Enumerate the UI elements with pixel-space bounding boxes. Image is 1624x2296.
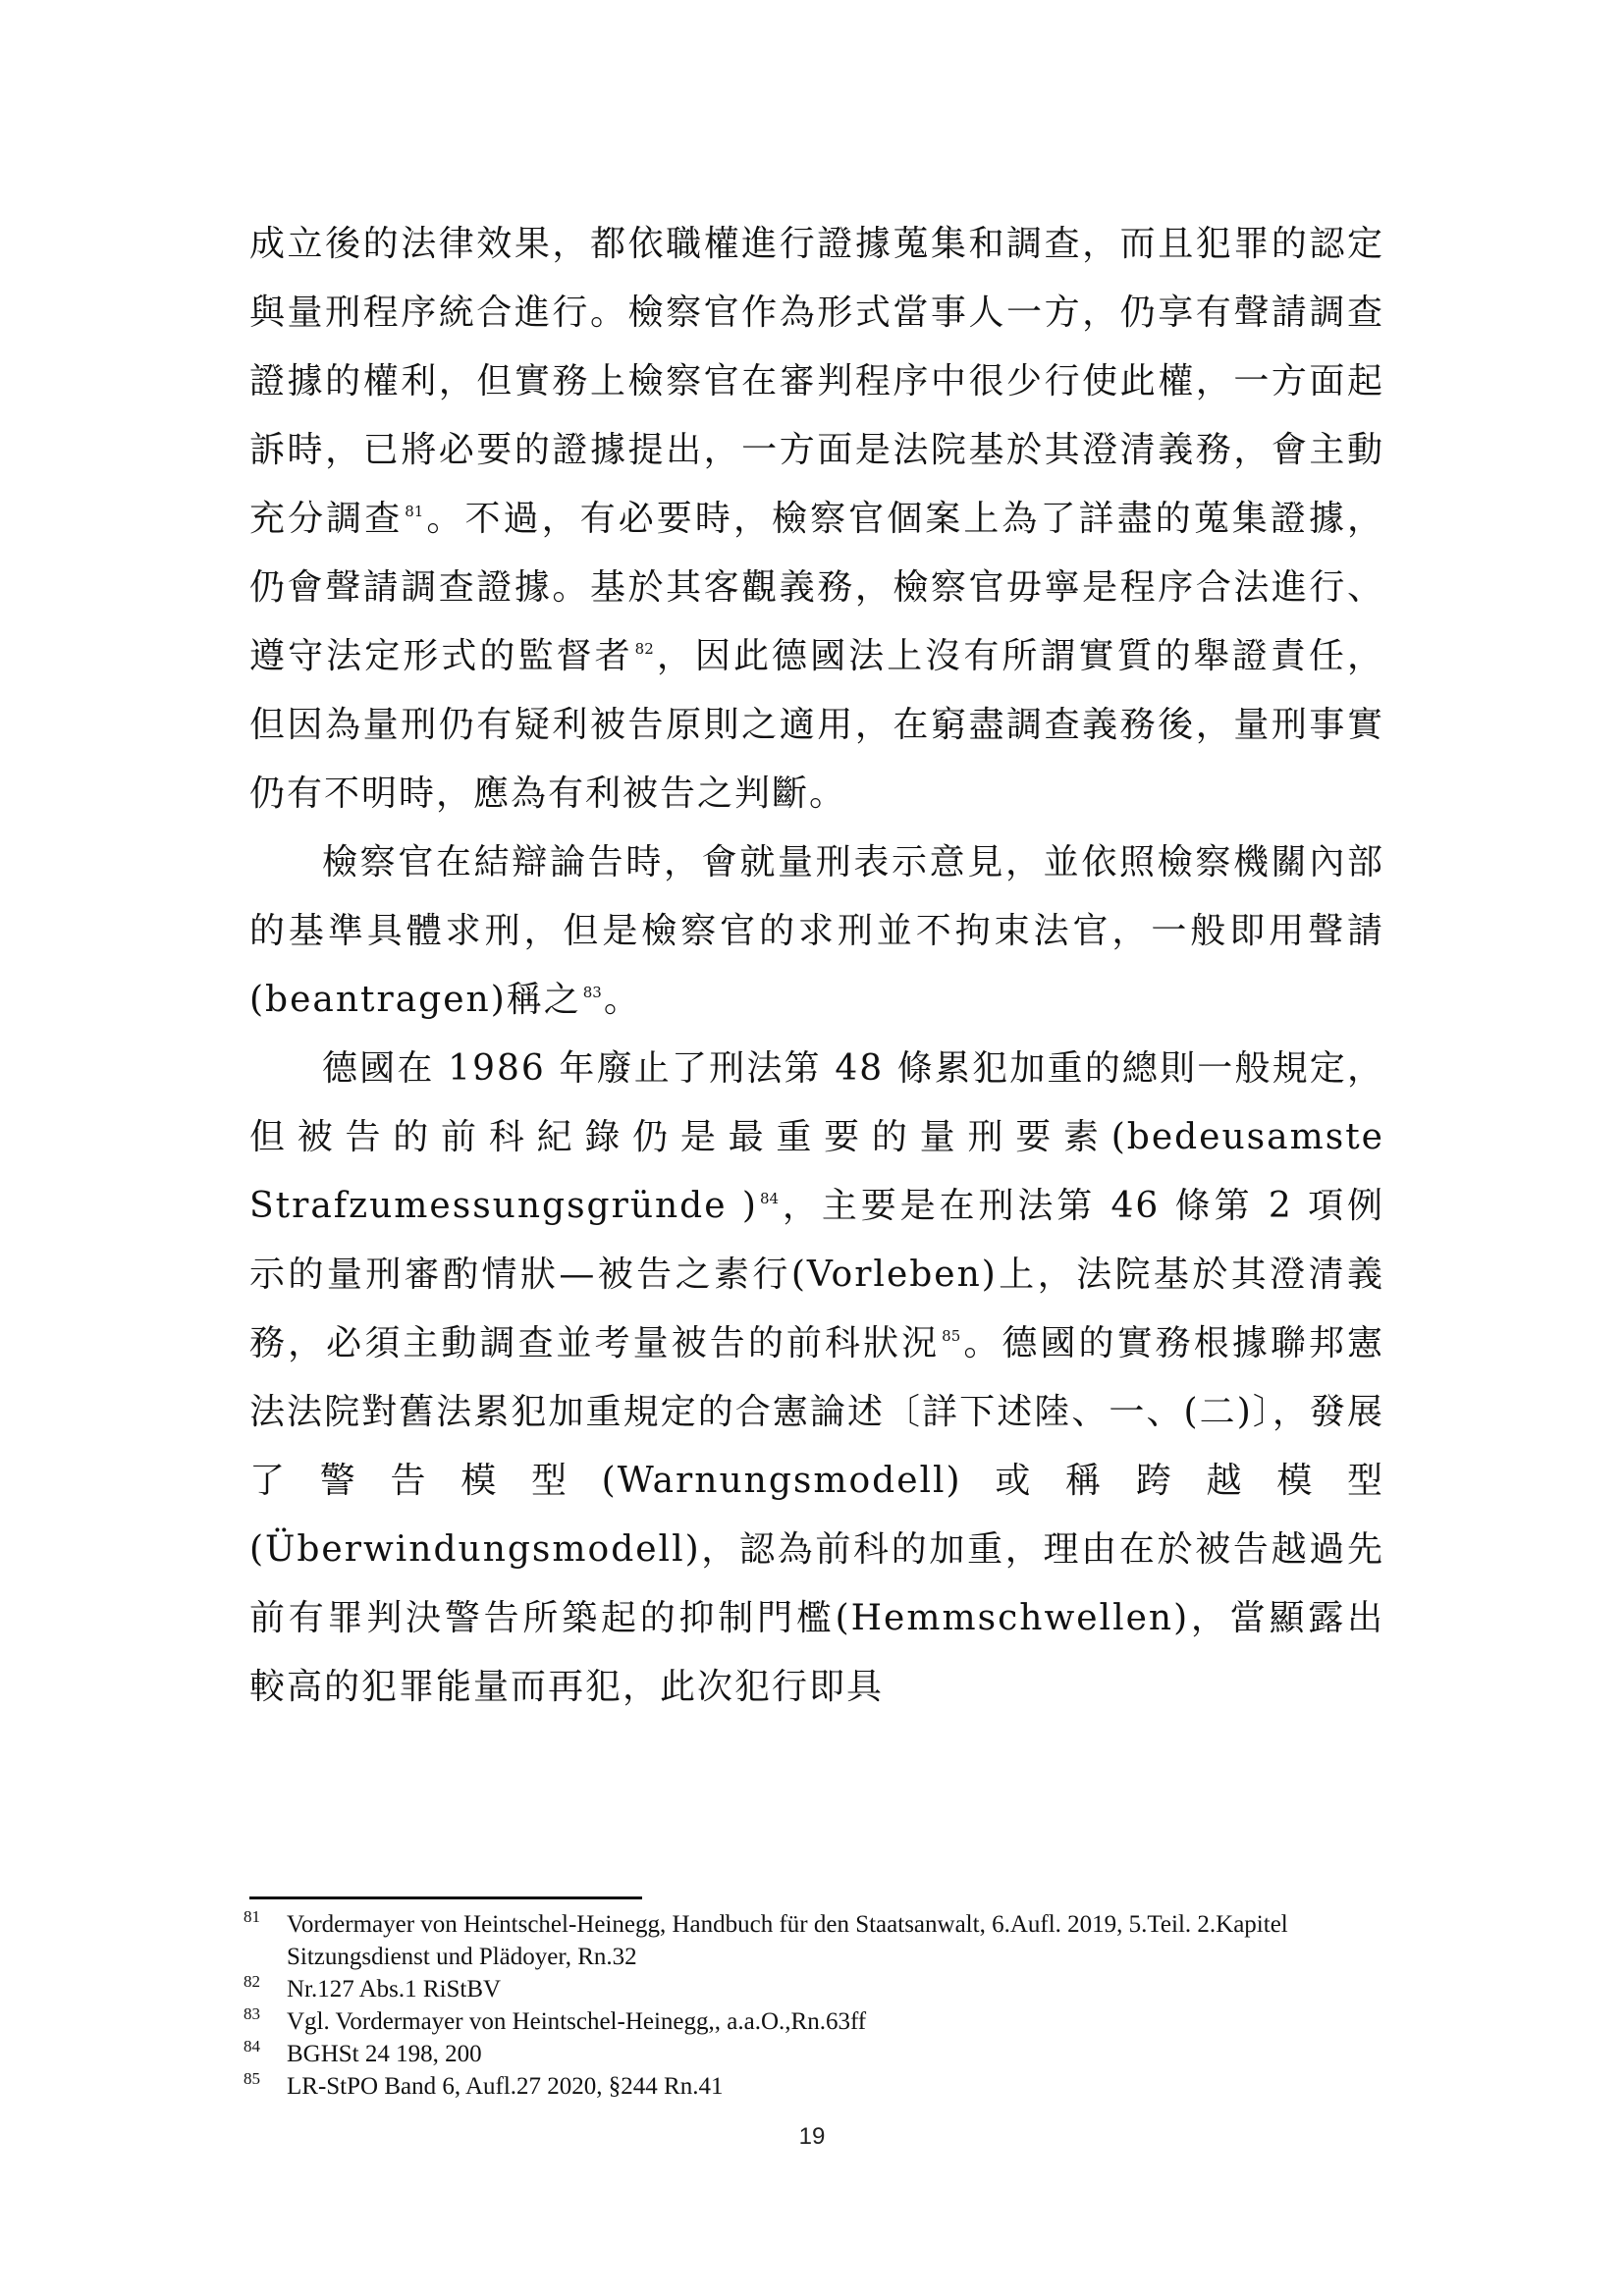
footnote-number: 85 [244,2069,260,2088]
footnote-83 [244,2005,1402,2038]
paragraph-1-text-b: 。不過，有必要時，檢察官個案上為了詳盡的蒐集證據，仍會聲請調查證據。基於其客觀義務，檢察官毋寧是程序合法進行、遵守法定形式的監督者 [249,499,1384,676]
footnote-number: 83 [244,2004,260,2023]
footnote-number: 84 [244,2037,260,2056]
footnote-85 [244,2070,1402,2103]
footnote-84 [244,2038,1402,2070]
footnote-ref-84[interactable]: 84 [759,1190,780,1207]
paragraph-3-text-b: ，主要是在刑法第 46 條第 2 項例示的量刑審酌情狀—被告之素行(Vorleben)上，法院基於其澄清義務，必須主動調查並考量被告的前科狀況 [249,1186,1384,1363]
footnote-separator [249,1896,642,1899]
page-number: 19 [798,2123,826,2150]
footnote-82 [244,1973,1402,2005]
paragraph-3-text-a: 德國在 1986 年廢止了刑法第 48 條累犯加重的總則一般規定，但被告的前科紀錄仍是最重要的量刑要素(bedeusamste Strafzumessungsgründe ) [249,1048,1384,1226]
footnote-text: Nr.127 Abs.1 RiStBV [287,1976,502,2002]
footnotes [244,1908,1402,2103]
footnote-text: LR-StPO Band 6, Aufl.27 2020, §244 Rn.41 [287,2073,724,2100]
paragraph-3 [249,1035,1384,1722]
paragraph-1-text-a: 成立後的法律效果，都依職權進行證據蒐集和調查，而且犯罪的認定與量刑程序統合進行。檢察官作為形式當事人一方，仍享有聲請調查證據的權利，但實務上檢察官在審判程序中很少行使此權，一方面起訴時，已將必要的證據提出，一方面是法院基於其澄清義務，會主動充分調查 [249,224,1384,539]
body-text [249,210,1384,1722]
paragraph-1 [249,210,1384,828]
footnote-text: Vgl. Vordermayer von Heintschel-Heinegg,, a.a.O.,Rn.63ff [287,2008,867,2035]
footnote-ref-81[interactable]: 81 [405,503,424,520]
footnote-ref-82[interactable]: 82 [634,640,654,658]
footnote-ref-85[interactable]: 85 [942,1327,961,1345]
footnote-number: 82 [244,1972,260,1991]
footnote-ref-83[interactable]: 83 [582,984,602,1001]
paragraph-2-text-b: 。 [603,980,641,1020]
paragraph-2-text-a: 檢察官在結辯論告時，會就量刑表示意見，並依照檢察機關內部的基準具體求刑，但是檢察官的求刑並不拘束法官，一般即用聲請(beantragen)稱之 [249,842,1384,1020]
footnote-text: BGHSt 24 198, 200 [287,2041,482,2067]
footnote-81 [244,1908,1402,1973]
paragraph-1-text-c: ，因此德國法上沒有所謂實質的舉證責任，但因為量刑仍有疑利被告原則之適用，在窮盡調查義務後，量刑事實仍有不明時，應為有利被告之判斷。 [249,636,1384,814]
footnote-text: Vordermayer von Heintschel-Heinegg, Handbuch für den Staatsanwalt, 6.Aufl. 2019, 5.Teil. 2.Kapitel Sitzungsdienst und Plädoyer, Rn.32 [287,1911,1288,1970]
paragraph-3-text-c: 。德國的實務根據聯邦憲法法院對舊法累犯加重規定的合憲論述〔詳下述陸、一、(二)〕，發展了警告模型(Warnungsmodell)或稱跨越模型(Überwindungsmodell)，認為前科的加重，理由在於被告越過先前有罪判決警告所築起的抑制門檻(Hemmschwellen)，當顯露出較高的犯罪能量而再犯，此次犯行即具 [249,1323,1384,1707]
footnote-number: 81 [244,1907,260,1926]
paragraph-2 [249,828,1384,1035]
